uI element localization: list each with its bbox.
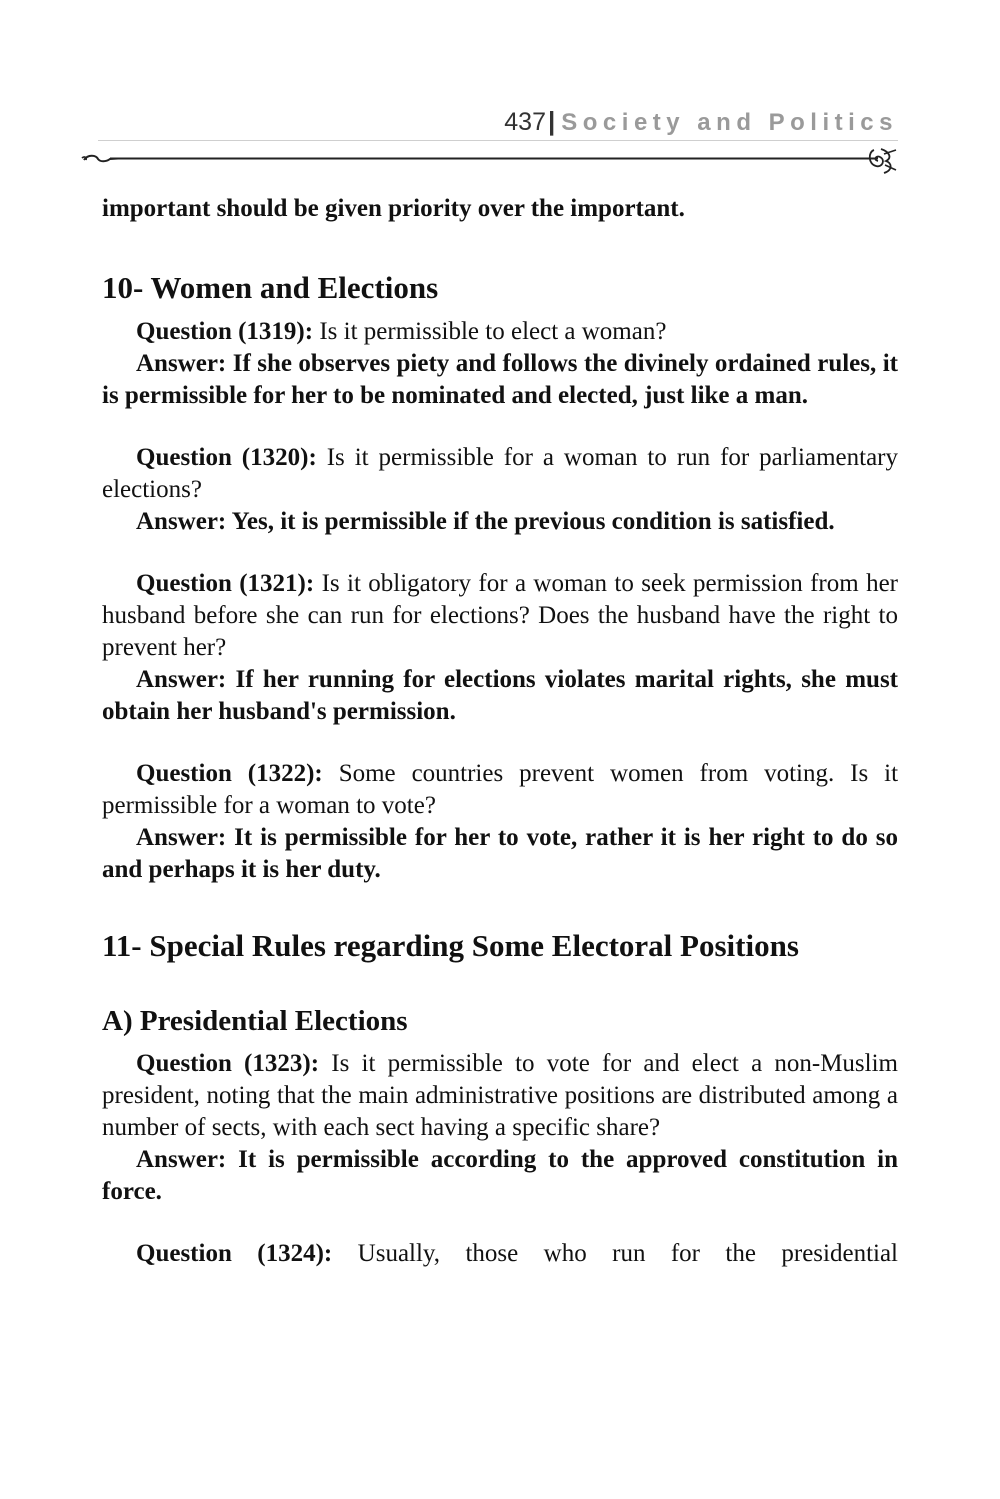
answer-text: If she observes piety and follows the divinely ordained rules, it is permissible for her to be nominated and elected, just like a man. bbox=[102, 350, 898, 409]
qa-block-1322 bbox=[102, 758, 898, 886]
answer-text: It is permissible according to the approved constitution in force. bbox=[102, 1146, 898, 1205]
answer-paragraph bbox=[102, 822, 898, 886]
qa-block-1324 bbox=[102, 1238, 898, 1270]
subsection-heading-presidential: A) Presidential Elections bbox=[102, 1005, 408, 1037]
answer-text: It is permissible for her to vote, rather it is her right to do so and perhaps it is her duty. bbox=[102, 824, 898, 883]
running-header bbox=[100, 103, 898, 141]
question-text: Is it permissible for a woman to run for parliamentary elections? bbox=[102, 444, 899, 503]
qa-block-1320 bbox=[102, 442, 898, 538]
answer-label: Answer: bbox=[136, 824, 227, 851]
question-text: Some countries prevent women from voting. Is it permissible for a woman to vote? bbox=[102, 760, 899, 819]
answer-label: Answer: bbox=[136, 666, 227, 693]
question-label: Question (1320): bbox=[136, 444, 317, 471]
ornamental-divider-icon bbox=[78, 146, 904, 176]
header-rule bbox=[98, 140, 898, 141]
question-text: Usually, those who run for the presidential bbox=[332, 1240, 899, 1267]
question-label: Question (1324): bbox=[136, 1240, 333, 1267]
header-separator: | bbox=[547, 106, 556, 136]
answer-label: Answer: bbox=[136, 350, 227, 377]
answer-paragraph bbox=[102, 1144, 898, 1208]
qa-block-1319 bbox=[102, 316, 898, 412]
answer-text: If her running for elections violates marital rights, she must obtain her husband's permission. bbox=[102, 666, 898, 725]
question-paragraph bbox=[102, 1048, 898, 1144]
continued-paragraph: important should be given priority over the important. bbox=[102, 195, 685, 222]
question-paragraph bbox=[102, 316, 898, 348]
question-label: Question (1322): bbox=[136, 760, 323, 787]
page-number: 437 bbox=[504, 108, 546, 136]
question-paragraph bbox=[102, 758, 898, 822]
answer-text: Yes, it is permissible if the previous condition is satisfied. bbox=[226, 508, 835, 535]
running-title: Society and Politics bbox=[561, 109, 898, 136]
section-heading-electoral-positions: 11- Special Rules regarding Some Electoral Positions bbox=[102, 928, 799, 963]
answer-paragraph bbox=[102, 664, 898, 728]
answer-paragraph bbox=[102, 506, 898, 538]
question-label: Question (1321): bbox=[136, 570, 315, 597]
question-paragraph bbox=[102, 442, 898, 506]
question-text: Is it permissible to vote for and elect a non-Muslim president, noting that the main administrative positions are distributed among a number of sects, with each sect having a specific share? bbox=[102, 1050, 898, 1141]
qa-block-1321 bbox=[102, 568, 898, 728]
answer-label: Answer: bbox=[136, 508, 227, 535]
question-text: Is it obligatory for a woman to seek permission from her husband before she can run for elections? Does the husband have the right to prevent her? bbox=[102, 570, 898, 661]
question-paragraph bbox=[102, 568, 898, 664]
question-text: Is it permissible to elect a woman? bbox=[313, 318, 667, 345]
answer-label: Answer: bbox=[136, 1146, 227, 1173]
question-label: Question (1319): bbox=[136, 318, 314, 345]
page-content bbox=[102, 193, 898, 1270]
qa-block-1323 bbox=[102, 1048, 898, 1208]
question-label: Question (1323): bbox=[136, 1050, 320, 1077]
answer-paragraph bbox=[102, 348, 898, 412]
section-heading-women-elections: 10- Women and Elections bbox=[102, 270, 439, 305]
question-paragraph bbox=[102, 1238, 898, 1270]
